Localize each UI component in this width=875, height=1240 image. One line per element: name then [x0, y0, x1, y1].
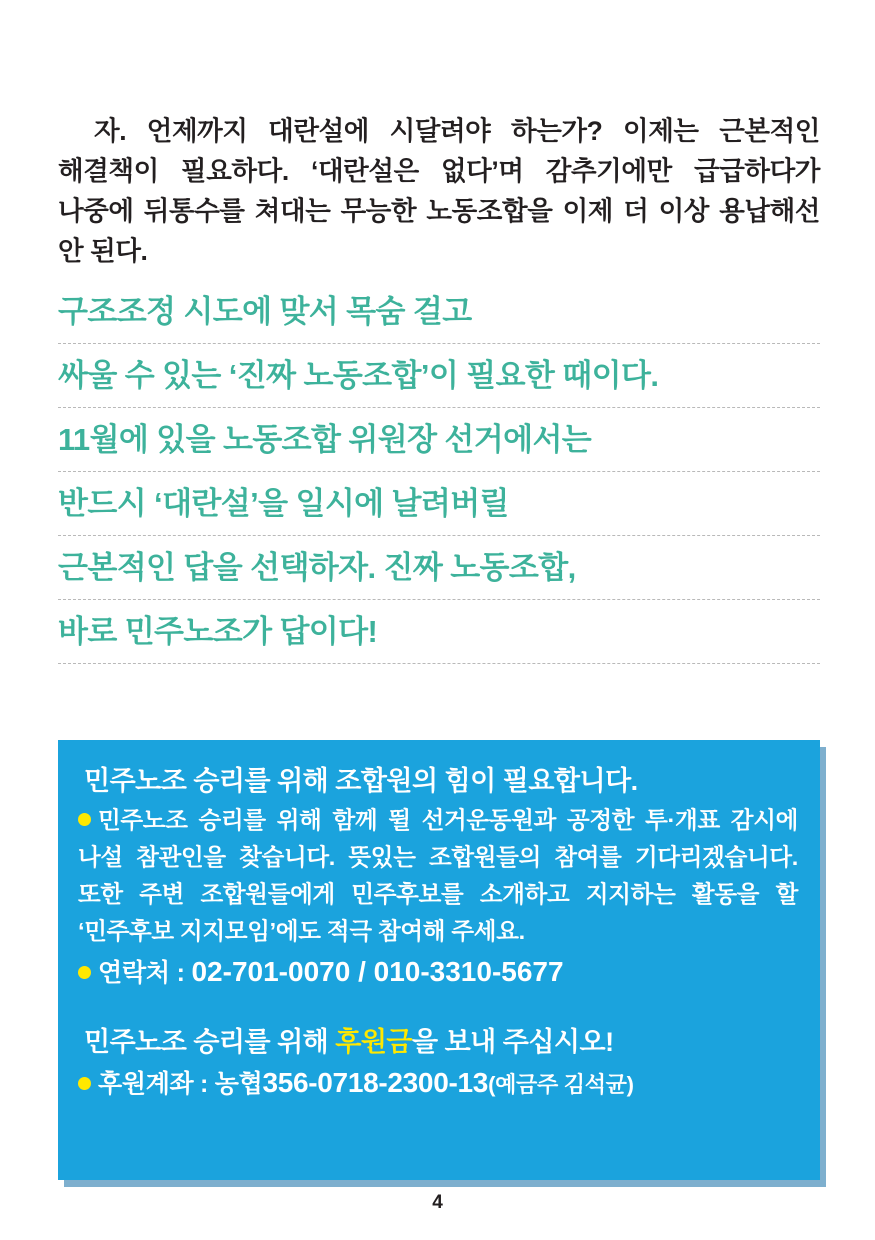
- support-heading-highlight: 후원금: [335, 1027, 412, 1057]
- contact-numbers: 02-701-0070 / 010-3310-5677: [191, 956, 564, 987]
- slogan-line: 11월에 있을 노동조합 위원장 선거에서는: [58, 408, 820, 472]
- support-heading-after: 을 보내 주십시오!: [412, 1027, 614, 1057]
- callout-paragraph-text: 민주노조 승리를 위해 함께 뛸 선거운동원과 공정한 투·개표 감시에 나설 참관인을 찾습니다. 뜻있는 조합원들의 참여를 기다리겠습니다. 또한 주변 조합원들에게 민주후보를 소개하고 지지하는 활동을 할 ‘민주후보 지지모임’에도 적극 참여해 주세요.: [78, 807, 798, 944]
- account-number: 356-0718-2300-13: [262, 1067, 489, 1098]
- bullet-icon: [78, 966, 91, 979]
- account-label: 후원계좌 :: [98, 1070, 209, 1098]
- callout-account: [78, 1063, 798, 1105]
- account-owner: (예금주 김석균): [488, 1072, 634, 1097]
- intro-paragraph: 자. 언제까지 대란설에 시달려야 하는가? 이제는 근본적인 해결책이 필요하다. ‘대란설은 없다’며 감추기에만 급급하다가 나중에 뒤통수를 쳐대는 무능한 노동조합을 이제 더 이상 용납해선 안 된다.: [58, 115, 820, 266]
- page-number: 4: [432, 1192, 443, 1213]
- callout-contact: [78, 952, 798, 993]
- slogan-line: 근본적인 답을 선택하자. 진짜 노동조합,: [58, 536, 820, 600]
- bullet-icon: [78, 813, 91, 826]
- callout-paragraph: [78, 802, 798, 950]
- callout-support-heading: [78, 1023, 798, 1061]
- contact-label: 연락처 :: [98, 959, 185, 987]
- slogan-block: [58, 280, 820, 664]
- slogan-line: 반드시 ‘대란설’을 일시에 날려버릴: [58, 472, 820, 536]
- account-bank: 농협: [214, 1070, 263, 1098]
- slogan-line: 바로 민주노조가 답이다!: [58, 600, 820, 664]
- callout-box: [58, 740, 820, 1180]
- slogan-line: 싸울 수 있는 ‘진짜 노동조합’이 필요한 때이다.: [58, 344, 820, 408]
- callout-heading: 민주노조 승리를 위해 조합원의 힘이 필요합니다.: [84, 766, 638, 796]
- slogan-line: 구조조정 시도에 맞서 목숨 걸고: [58, 280, 820, 344]
- support-heading-before: 민주노조 승리를 위해: [84, 1027, 336, 1057]
- bullet-icon: [78, 1077, 91, 1090]
